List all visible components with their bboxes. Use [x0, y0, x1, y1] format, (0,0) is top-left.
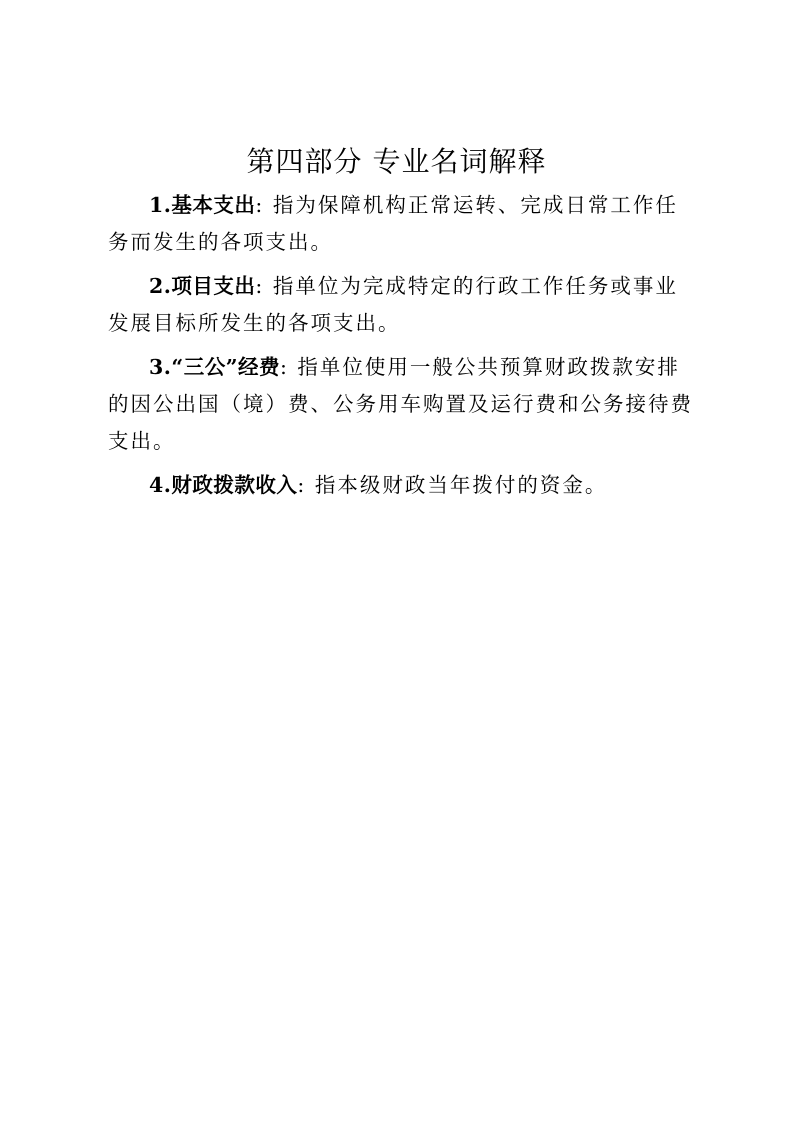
definition-separator: :: [255, 274, 273, 298]
definition-separator: :: [255, 193, 273, 217]
definition-item: [108, 467, 698, 504]
definition-text: 指单位使用一般公共预算财政拨款安排的因公出国（境）费、公务用车购置及运行费和公务接待费支出。: [108, 355, 693, 453]
definition-text: 指单位为完成特定的行政工作任务或事业发展目标所发生的各项支出。: [108, 274, 678, 335]
definition-list: [108, 187, 698, 511]
definition-separator: :: [297, 473, 315, 497]
definition-term: 3.“三公”经费: [149, 355, 280, 379]
page-title: 第四部分 专业名词解释: [246, 145, 547, 178]
definition-separator: :: [279, 355, 298, 379]
definition-item: [108, 268, 698, 342]
definition-text: 指本级财政当年拨付的资金。: [314, 473, 608, 497]
definition-text: 指为保障机构正常运转、完成日常工作任务而发生的各项支出。: [108, 193, 678, 254]
definition-item: [108, 349, 698, 460]
definition-term: 4.财政拨款收入: [149, 473, 298, 497]
definition-term: 2.项目支出: [149, 274, 256, 298]
definition-item: [108, 187, 698, 261]
definition-term: 1.基本支出: [149, 193, 256, 217]
